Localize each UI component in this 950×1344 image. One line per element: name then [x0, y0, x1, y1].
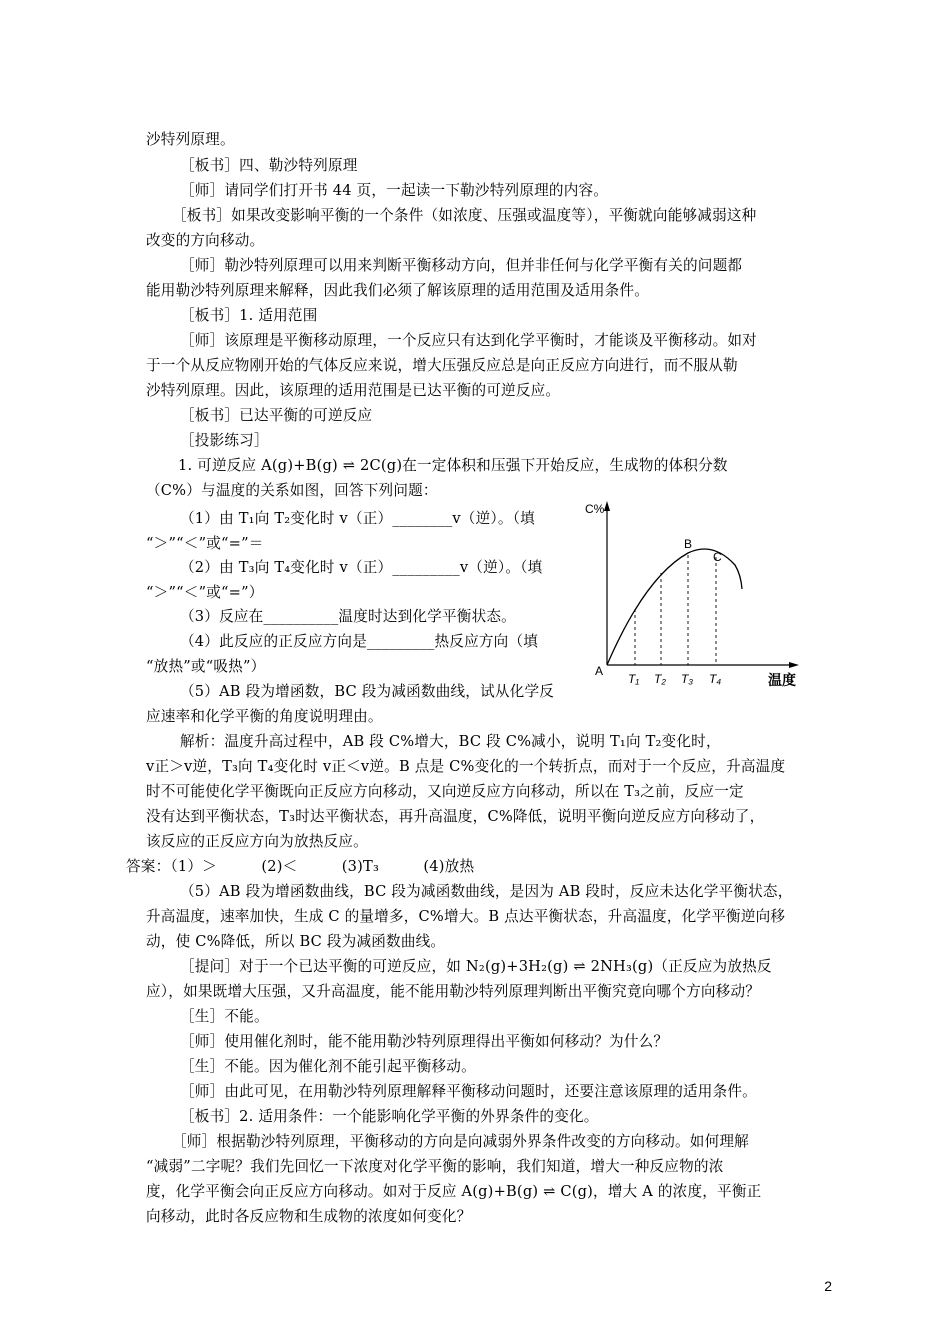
text-line: ［师］请同学们打开书 44 页，一起读一下勒沙特列原理的内容。	[180, 182, 609, 199]
text-line: 1. 可逆反应 A(g)+B(g) ⇌ 2C(g)在一定体积和压强下开始反应，生成物的体积分数	[178, 457, 728, 474]
text-line: 时不可能使化学平衡既向正反应方向移动，又向逆反应方向移动，所以在 T₃之前，反应一定	[146, 783, 744, 800]
text-line: 该反应的正反应方向为放热反应。	[146, 833, 368, 850]
point-c-label: C	[713, 550, 722, 564]
text-line: 于一个从反应物刚开始的气体反应来说，增大压强反应总是向正反应方向进行，而不服从勒	[146, 357, 738, 374]
text-line: （5）AB 段为增函数曲线，BC 段为减函数曲线，是因为 AB 段时，反应未达化学平衡状态，	[180, 883, 793, 900]
text-line: ［师］勒沙特列原理可以用来判断平衡移动方向，但并非任何与化学平衡有关的问题都	[180, 257, 743, 274]
text-line: 升高温度，速率加快，生成 C 的量增多，C%增大。B 点达平衡状态，升高温度，化学平衡逆向移	[146, 908, 786, 925]
text-line: ［板书］1. 适用范围	[180, 307, 318, 324]
text-line: 动，使 C%降低，所以 BC 段为减函数曲线。	[146, 933, 446, 950]
curve-line	[607, 549, 741, 665]
text-line: “减弱”二字呢？我们先回忆一下浓度对化学平衡的影响，我们知道，增大一种反应物的浓	[146, 1158, 724, 1175]
text-line: 解析：温度升高过程中，AB 段 C%增大，BC 段 C%减小，说明 T₁向 T₂变化时，	[180, 733, 721, 750]
text-line: ［师］由此可见，在用勒沙特列原理解释平衡移动问题时，还要注意该原理的适用条件。	[180, 1083, 757, 1100]
text-line: （2）由 T₃向 T₄变化时 v（正）_________v（逆）。（填	[180, 559, 543, 576]
text-line: “＞”“＜”或“=”）	[146, 584, 264, 601]
tick-t2-label: T₂	[654, 672, 666, 686]
text-line: ［板书］四、勒沙特列原理	[180, 157, 358, 174]
tick-t3-label: T₃	[681, 672, 694, 686]
text-line: 改变的方向移动。	[146, 232, 265, 249]
text-line: 沙特列原理。	[146, 131, 235, 148]
text-line: （4）此反应的正反应方向是_________热反应方向（填	[180, 633, 539, 650]
text-line: ［投影练习］	[180, 432, 269, 449]
text-line: ［板书］2. 适用条件：一个能影响化学平衡的外界条件的变化。	[180, 1108, 599, 1125]
y-axis-arrow	[604, 501, 610, 511]
text-line: ［师］根据勒沙特列原理，平衡移动的方向是向减弱外界条件改变的方向移动。如何理解	[172, 1133, 749, 1150]
c-percent-line	[607, 548, 743, 665]
text-line: v正＞v逆，T₃向 T₄变化时 v正＜v逆。B 点是 C%变化的一个转折点，而对于一个反应，升高温度	[146, 758, 786, 775]
x-axis-arrow	[789, 662, 799, 668]
text-line: 答案：（1）＞ (2)＜ (3)T₃ (4)放热	[126, 858, 475, 875]
text-line: ［师］使用催化剂时，能不能用勒沙特列原理得出平衡如何移动？为什么？	[180, 1033, 669, 1050]
y-axis-label: C%	[585, 502, 605, 516]
temperature-curve-chart	[585, 495, 810, 695]
text-line: 应），如果既增大压强，又升高温度，能不能用勒沙特列原理判断出平衡究竟向哪个方向移动？	[146, 983, 761, 1000]
text-line: “放热”或“吸热”）	[146, 658, 266, 675]
text-line: （3）反应在__________温度时达到化学平衡状态。	[180, 608, 516, 625]
tick-t4-label: T₄	[709, 672, 722, 686]
point-a-label: A	[595, 664, 604, 678]
text-line: 没有达到平衡状态，T₃时达平衡状态，再升高温度，C%降低，说明平衡向逆反应方向移动了，	[146, 808, 765, 825]
text-line: ［生］不能。	[180, 1008, 269, 1025]
page-number: 2	[824, 1278, 832, 1294]
text-line: ［板书］如果改变影响平衡的一个条件（如浓度、压强或温度等），平衡就向能够减弱这种	[172, 207, 757, 224]
text-line: 能用勒沙特列原理来解释，因此我们必须了解该原理的适用范围及适用条件。	[146, 282, 649, 299]
text-line: （5）AB 段为增函数，BC 段为减函数曲线，试从化学反	[180, 683, 555, 700]
text-line: 向移动，此时各反应物和生成物的浓度如何变化？	[146, 1208, 472, 1225]
curve-main	[607, 549, 742, 665]
text-line: ［提问］对于一个已达平衡的可逆反应，如 N₂(g)+3H₂(g) ⇌ 2NH₃(g)（正反应为放热反	[180, 958, 772, 975]
text-line: “＞”“＜”或“=”＝	[146, 535, 264, 552]
text-line: 应速率和化学平衡的角度说明理由。	[146, 708, 383, 725]
text-line: 度，化学平衡会向正反应方向移动。如对于反应 A(g)+B(g) ⇌ C(g)，增大 A 的浓度，平衡正	[146, 1183, 762, 1200]
text-line: ［师］该原理是平衡移动原理，一个反应只有达到化学平衡时，才能谈及平衡移动。如对	[180, 332, 757, 349]
tick-t1-label: T₁	[628, 672, 640, 686]
text-line: ［生］不能。因为催化剂不能引起平衡移动。	[180, 1058, 476, 1075]
point-b-label: B	[684, 537, 693, 551]
text-line: ［板书］已达平衡的可逆反应	[180, 407, 373, 424]
x-axis-label: 温度	[768, 672, 796, 688]
text-line: （1）由 T₁向 T₂变化时 v（正）________v（逆）。（填	[180, 510, 535, 527]
text-line: （C%）与温度的关系如图，回答下列问题：	[146, 482, 438, 499]
text-line: 沙特列原理。因此，该原理的适用范围是已达平衡的可逆反应。	[146, 382, 561, 399]
